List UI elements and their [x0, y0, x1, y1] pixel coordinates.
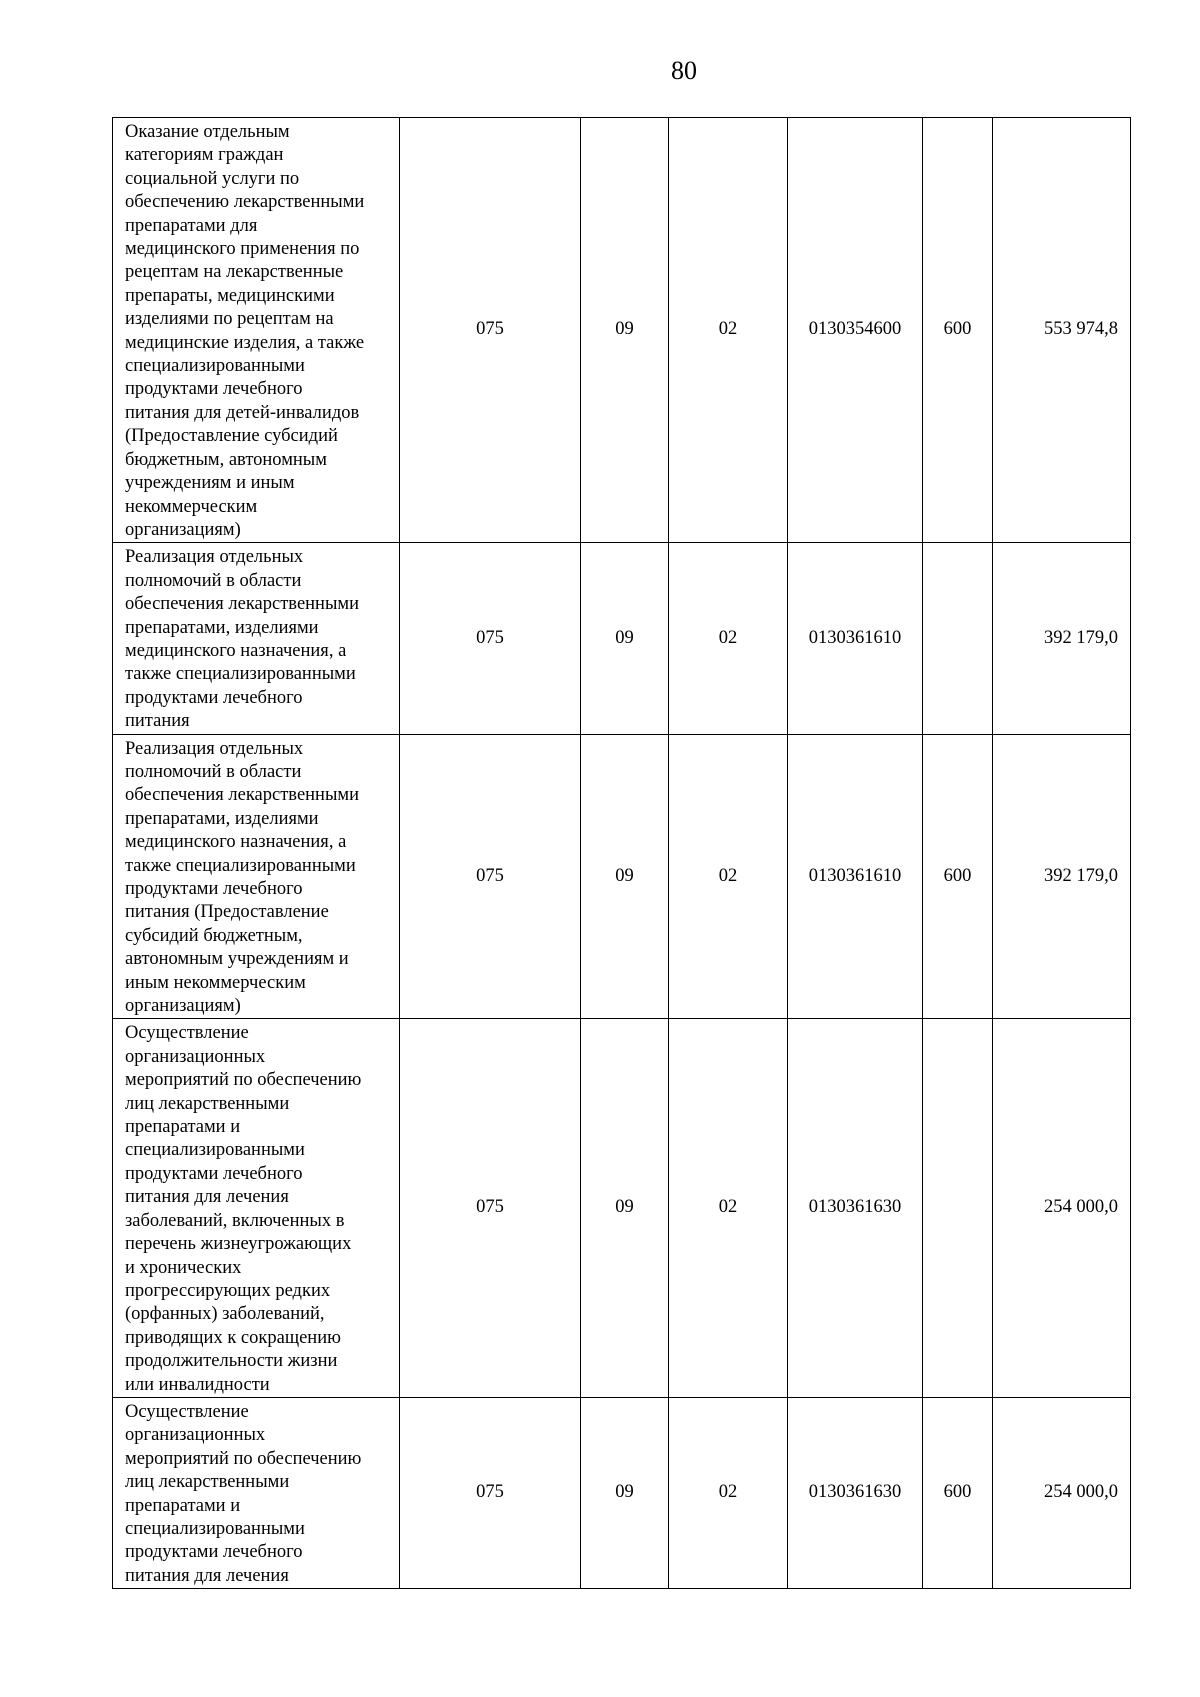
table-row: [113, 1019, 1131, 1398]
subsection-code: 02: [669, 1019, 788, 1398]
ministry-code: 075: [400, 1397, 581, 1588]
target-article-code: 0130361610: [788, 734, 923, 1019]
subsection-code: 02: [669, 734, 788, 1019]
ministry-code: 075: [400, 118, 581, 543]
expense-type-code: 600: [923, 1397, 993, 1588]
expense-type-code: [923, 1019, 993, 1398]
amount-value: 254 000,0: [993, 1019, 1131, 1398]
subsection-code: 02: [669, 1397, 788, 1588]
row-description: Осуществление организационных мероприятий по обеспечению лиц лекарственными препаратами и специализированными продуктами лечебного питания для лечения заболеваний, включенных в перечень жизнеугрожающих и хронических прогрессирующих редких (орфанных) заболеваний, приводящих к сокращению продолжительности жизни или инвалидности: [113, 1019, 400, 1398]
amount-value: 254 000,0: [993, 1397, 1131, 1588]
row-description: Оказание отдельным категориям граждан социальной услуги по обеспечению лекарственными препаратами для медицинского применения по рецептам на лекарственные препараты, медицинскими изделиями по рецептам на медицинские изделия, а также специализированными продуктами лечебного питания для детей-инвалидов (Предоставление субсидий бюджетным, автономным учреждениям и иным некоммерческим организациям): [113, 118, 400, 543]
ministry-code: 075: [400, 543, 581, 734]
amount-value: 392 179,0: [993, 734, 1131, 1019]
row-description: Реализация отдельных полномочий в области обеспечения лекарственными препаратами, изделиями медицинского назначения, а также специализированными продуктами лечебного питания: [113, 543, 400, 734]
section-code: 09: [581, 1019, 669, 1398]
section-code: 09: [581, 734, 669, 1019]
ministry-code: 075: [400, 734, 581, 1019]
budget-table: [112, 117, 1131, 1589]
row-description: Осуществление организационных мероприятий по обеспечению лиц лекарственными препаратами и специализированными продуктами лечебного питания для лечения: [113, 1397, 400, 1588]
table-row: [113, 118, 1131, 543]
table-row: [113, 734, 1131, 1019]
ministry-code: 075: [400, 1019, 581, 1398]
table-row: [113, 1397, 1131, 1588]
target-article-code: 0130361610: [788, 543, 923, 734]
target-article-code: 0130354600: [788, 118, 923, 543]
amount-value: 392 179,0: [993, 543, 1131, 734]
subsection-code: 02: [669, 543, 788, 734]
expense-type-code: 600: [923, 118, 993, 543]
table-row: [113, 543, 1131, 734]
section-code: 09: [581, 118, 669, 543]
target-article-code: 0130361630: [788, 1397, 923, 1588]
section-code: 09: [581, 543, 669, 734]
target-article-code: 0130361630: [788, 1019, 923, 1398]
row-description: Реализация отдельных полномочий в области обеспечения лекарственными препаратами, изделиями медицинского назначения, а также специализированными продуктами лечебного питания (Предоставление субсидий бюджетным, автономным учреждениям и иным некоммерческим организациям): [113, 734, 400, 1019]
page-number: 80: [671, 56, 697, 85]
amount-value: 553 974,8: [993, 118, 1131, 543]
expense-type-code: 600: [923, 734, 993, 1019]
subsection-code: 02: [669, 118, 788, 543]
section-code: 09: [581, 1397, 669, 1588]
expense-type-code: [923, 543, 993, 734]
